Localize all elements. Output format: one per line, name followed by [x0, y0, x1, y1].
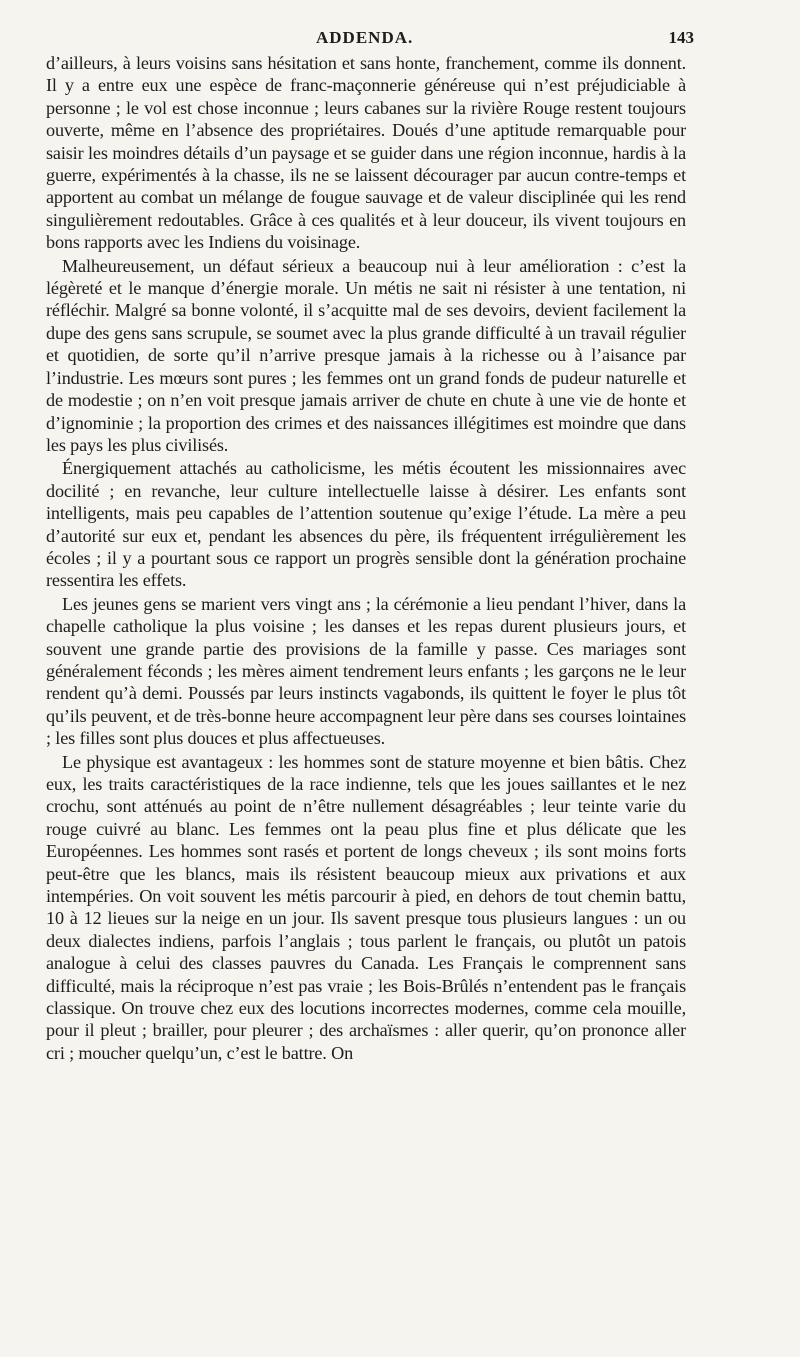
paragraph-2: Malheureusement, un défaut sérieux a beaucoup nui à leur amélioration : c’est la légèreté et le manque d’énergie morale. Un métis ne sait ni résister à une tentation, ni réfléchir. Malgré sa bonne volonté, il s’acquitte mal de ses devoirs, devient facilement la dupe des gens sans scrupule, se soumet avec la plus grande difficulté à un travail régulier et quotidien, de sorte qu’il n’arrive presque jamais à la richesse ou à l’aisance par l’industrie. Les mœurs sont pures ; les femmes ont un grand fonds de pudeur naturelle et de modestie ; on n’en voit presque jamais arriver de chute en chute à une vie de honte et d’ignominie ; la proportion des crimes et des naissances illégitimes est moindre que dans les pays les plus civilisés.	[46, 255, 686, 455]
running-header	[46, 22, 694, 52]
paragraph-4: Les jeunes gens se marient vers vingt ans ; la cérémonie a lieu pendant l’hiver, dans la chapelle catholique la plus voisine ; les danses et les repas durent plusieurs jours, et souvent une grande partie des provisions de la famille y passe. Ces mariages sont généralement féconds ; les mères aiment tendrement leurs enfants ; les garçons ne le leur rendent qu’à demi. Poussés par leurs instincts vagabonds, ils quittent le foyer le plus tôt qu’ils peuvent, et de très-bonne heure accompagnent leur père dans ses courses lointaines ; les filles sont plus douces et plus affectueuses.	[46, 593, 686, 749]
body-text	[46, 52, 686, 1064]
paragraph-5: Le physique est avantageux : les hommes sont de stature moyenne et bien bâtis. Chez eux, les traits caractéristiques de la race indienne, tels que les joues saillantes et le nez crochu, sont atténués au point de n’être nullement désagréables ; leur teinte varie du rouge cuivré au blanc. Les femmes ont la peau plus fine et plus délicate que les Européennes. Les hommes sont rasés et portent de longs cheveux ; ils sont moins forts peut-être que les blancs, mais ils résistent beaucoup mieux aux privations et aux intempéries. On voit souvent les métis parcourir à pied, en dehors de tout chemin battu, 10 à 12 lieues sur la neige en un jour. Ils savent presque tous plusieurs langues : un ou deux dialectes indiens, parfois l’anglais ; tous parlent le français, ou plutôt un patois analogue à celui des classes pauvres du Canada. Les Français le comprennent sans difficulté, mais la réciproque n’est pas vraie ; les Bois-Brûlés n’entendent pas le français classique. On trouve chez eux des locutions incorrectes modernes, comme cela mouille, pour il pleut ; brailler, pour pleurer ; des archaïsmes : aller querir, qu’on prononce aller cri ; moucher quelqu’un, c’est le battre. On	[46, 751, 686, 1063]
page-number: 143	[668, 28, 694, 47]
section-title: ADDENDA.	[316, 28, 414, 47]
paragraph-1: d’ailleurs, à leurs voisins sans hésitation et sans honte, franchement, comme ils donnent. Il y a entre eux une espèce de franc-maçonnerie généreuse qui n’est préjudiciable à personne ; le vol est chose inconnue ; leurs cabanes sur la rivière Rouge restent toujours ouverte, même en l’absence des propriétaires. Doués d’une aptitude remarquable pour saisir les moindres détails d’un paysage et se guider dans une région inconnue, hardis à la guerre, expérimentés à la chasse, ils ne se laissent décourager par aucun contre-temps et apportent au combat un mélange de fougue sauvage et de valeur disciplinée qui les rend singulièrement redoutables. Grâce à ces qualités et à leur douceur, ils vivent toujours en bons rapports avec les Indiens du voisinage.	[46, 53, 686, 253]
paragraph-3: Énergiquement attachés au catholicisme, les métis écoutent les missionnaires avec docilité ; en revanche, leur culture intellectuelle laisse à désirer. Les enfants sont intelligents, mais peu capables de l’attention soutenue qu’exige l’étude. La mère a peu d’autorité sur eux et, pendant les absences du père, ils fréquentent irrégulièrement les écoles ; il y a pourtant sous ce rapport un progrès sensible dont la génération prochaine ressentira les effets.	[46, 458, 686, 591]
book-page	[46, 22, 694, 1064]
